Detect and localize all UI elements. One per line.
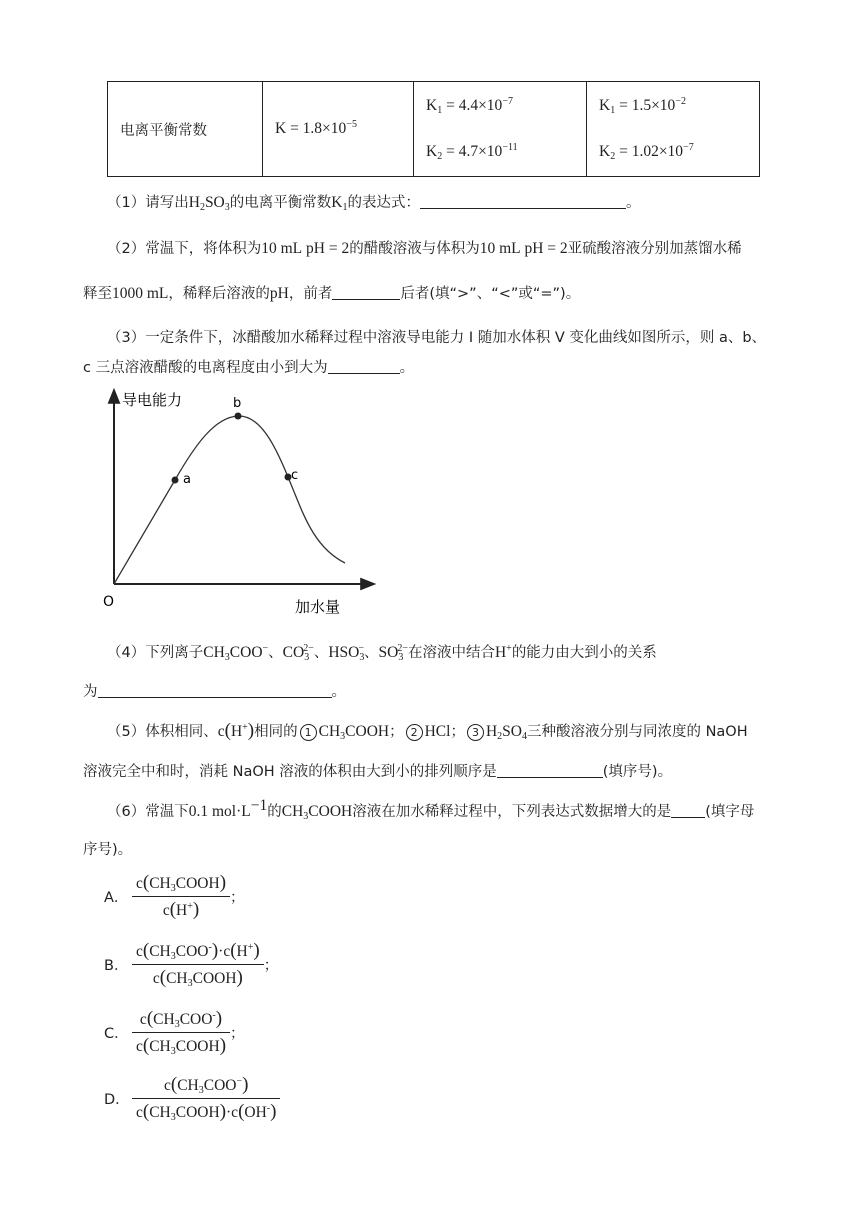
point-c-label: c: [291, 468, 299, 483]
question-5-line-2: 溶液完全中和时，消耗 NaOH 溶液的体积由大到小的排列顺序是 (填序号)。: [83, 764, 673, 780]
point-a-marker: [172, 477, 179, 484]
h2so3-k2: $K_2 = 1.02\times 10^{-7}$: [599, 142, 694, 162]
question-2-line-1: （2）常温下，将体积为10 mL pH = 2的醋酸溶液与体积为10 mL pH = 2亚硫酸溶液分别加蒸馏水稀: [107, 240, 742, 257]
ionization-constant-table: [107, 81, 760, 177]
conductivity-curve: [114, 416, 345, 584]
h2co3-k2: $K_2 = 4.7\times 10^{-11}$: [426, 142, 518, 162]
answer-blank-4[interactable]: [98, 683, 332, 698]
question-3-line-2: c 三点溶液醋酸的电离程度由小到大为 。: [83, 360, 415, 376]
table-row: [108, 82, 760, 177]
question-5-line-1: （5）体积相同、c(H+)相同的 1 $CH_3COOH$； 2 HCl； 3 $H_2SO_4$三种酸溶液分别与同浓度的 NaOH: [107, 720, 748, 742]
option-c[interactable]: C． $\frac{c(CH_3COO^-)}{c(CH_3COOH)}$ ；: [104, 1008, 245, 1057]
point-b-label: b: [233, 396, 242, 411]
option-d[interactable]: D． $\frac{c(CH_3COO^-)}{c(CH_3COOH)\cdot c(OH^-)}$: [104, 1074, 280, 1123]
question-3-line-1: （3）一定条件下，冰醋酸加水稀释过程中溶液导电能力 I 随加水体积 V 变化曲线如图所示，则 a、b、: [107, 330, 767, 346]
question-6-line-1: （6）常温下0.1 $mol\cdot L^{-1}$的$CH_3COOH$溶液在加水稀释过程中，下列表达式数据增大的是 (填字母: [107, 797, 755, 822]
option-d-fraction: $\frac{c(CH_3COO^-)}{c(CH_3COOH)\cdot c(OH^-)}$: [132, 1074, 280, 1123]
answer-blank-6[interactable]: [671, 803, 705, 818]
row-label: 电离平衡常数: [120, 122, 207, 139]
option-c-fraction: $\frac{c(CH_3COO^-)}{c(CH_3COOH)}$: [132, 1008, 230, 1057]
ch3cooh-k-exp: −5: [346, 119, 357, 130]
answer-blank-2[interactable]: [332, 285, 400, 300]
answer-blank-5[interactable]: [497, 763, 603, 778]
h2co3-k-cell: [414, 82, 587, 177]
h2co3-k1: $K_1 = 4.4\times 10^{-7}$: [426, 96, 513, 116]
h2so3-k1: $K_1 = 1.5\times 10^{-2}$: [599, 96, 686, 116]
question-2-line-2: 释至1000 mL，稀释后溶液的pH，前者 后者(填“>”、“<”或“=”)。: [83, 285, 581, 302]
option-b-fraction: $\frac{c(CH_3COO^-)\cdot c(H^+)}{c(CH_3COOH)}$: [132, 940, 264, 989]
y-axis-label: 导电能力: [122, 391, 183, 409]
origin-label: O: [103, 594, 115, 610]
question-4-line-1: （4）下列离子$CH_3COO^-$、$CO_3^{2-}$、$HSO_3^-$、$SO_3^{2-}$在溶液中结合H+的能力由大到小的关系: [107, 643, 657, 663]
question-6-line-2: 序号)。: [83, 842, 133, 858]
option-a-fraction: $\frac{c(CH_3COOH)}{c(H^+)}$: [132, 872, 230, 921]
row-label-cell: [108, 82, 263, 177]
h2so3-k-cell: [587, 82, 760, 177]
x-axis-label: 加水量: [295, 598, 341, 616]
point-b-marker: [235, 413, 242, 420]
answer-blank-1[interactable]: [420, 194, 626, 209]
ch3cooh-k-cell: [263, 82, 414, 177]
conductivity-graph: [95, 385, 395, 625]
option-b[interactable]: B． $\frac{c(CH_3COO^-)\cdot c(H^+)}{c(CH_3COOH)}$ ；: [104, 940, 279, 989]
point-a-label: a: [183, 472, 191, 487]
answer-blank-3[interactable]: [328, 359, 400, 374]
ch3cooh-k: K = 1.8×10: [275, 120, 347, 137]
question-1: （1）请写出$H_2SO_3$的电离平衡常数$K_1$的表达式： 。: [107, 194, 641, 213]
option-a[interactable]: A． $\frac{c(CH_3COOH)}{c(H^+)}$ ；: [104, 872, 245, 920]
question-4-line-2: 为 。: [83, 684, 346, 700]
